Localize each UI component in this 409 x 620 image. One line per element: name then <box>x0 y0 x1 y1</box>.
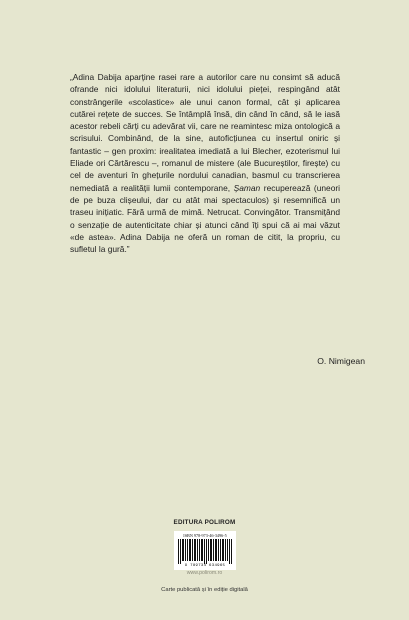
barcode-digits: 9 789734 634965 <box>184 564 226 568</box>
publisher-name: EDITURA POLIROM <box>173 519 236 526</box>
quote-text-part2: recuperează (uneori de pe buza clișeului, dar cu atât mai spectaculos) și resemnifică un traseu inițiatic. Fără urmă de mimă. Netrucat. Convingător. Transmițând o senzație de autenticitate chiar și atunci când îți spui că ai mai văzut «de astea». Adina Dabija ne oferă un roman de citit, la propriu, cu sufletul la gură.” <box>70 182 341 255</box>
publisher-website: www.polirom.ro <box>186 570 223 576</box>
book-title-italic: Șaman <box>233 182 261 193</box>
digital-edition-note: Carte publicată și în ediție digitală <box>161 587 248 593</box>
quote-text-part1: „Adina Dabija aparține rasei rare a autorilor care nu consimt să aducă ofrande nici idolului literaturii, nici idolului pieței, respingând atât constrângerile «scolastice» ale unui canon formal, cât și aplicarea cutărei rețete de succes. Se întâmplă însă, din când în când, să le iasă acestor rebeli cărți cu adevărat vii, care ne reamintesc miza ontologică a scrisului. Combinând, de la sine, autoficțiunea cu insertul oniric și fantastic – gen proxim: irealitatea imediată a lui Blecher, ezoterismul lui Eliade ori Cărtărescu –, romanul de mistere (ale Bucureștilor, firește) cu cel de aventuri în ghețurile nordului canadian, basmul cu transcrierea nemediată a realității lumii contemporane, <box>70 72 340 193</box>
barcode-icon <box>178 539 232 564</box>
isbn-label: ISBN 978-973-46-3496-5 <box>183 533 227 538</box>
quote-author: O. Nimigean <box>317 356 365 366</box>
blurb-quote <box>70 71 340 255</box>
barcode-block <box>174 531 236 570</box>
